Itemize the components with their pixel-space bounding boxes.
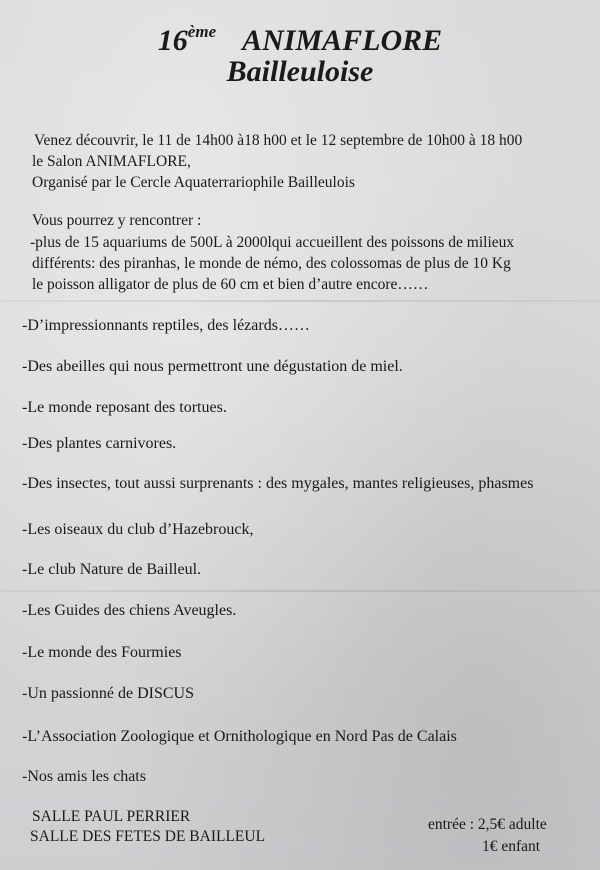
details-aquariums: -plus de 15 aquariums de 500L à 2000lqui accueillent des poissons de milieux (30, 234, 515, 251)
edition-number: 16ème (157, 22, 217, 57)
list-item: -Le monde des Fourmies (22, 644, 182, 661)
price-child: 1€ enfant (482, 838, 541, 855)
list-item: -Nos amis les chats (22, 768, 146, 785)
list-item: -Les Guides des chiens Aveugles. (22, 602, 237, 619)
details-species: différents: des piranhas, le monde de némo, des colossomas de plus de 10 Kg (32, 255, 511, 272)
list-item: -Les oiseaux du club d’Hazebrouck, (22, 521, 254, 538)
paper-fold (0, 590, 600, 592)
edition-superscript: ème (187, 22, 217, 41)
venue-name: SALLE PAUL PERRIER (32, 808, 191, 825)
list-item: -Le monde reposant des tortues. (22, 399, 227, 416)
list-item: -D’impressionnants reptiles, des lézards…… (22, 317, 310, 334)
intro-salon: le Salon ANIMAFLORE, (32, 153, 191, 170)
intro-organizer: Organisé par le Cercle Aquaterrariophile Bailleulois (32, 174, 355, 191)
list-item: -Le club Nature de Bailleul. (22, 561, 202, 578)
event-name: ANIMAFLORE (242, 24, 443, 57)
list-item: -Un passionné de DISCUS (22, 685, 194, 702)
paper-fold (0, 300, 600, 302)
details-heading: Vous pourrez y rencontrer : (32, 212, 202, 229)
list-item: -Des plantes carnivores. (22, 435, 177, 452)
list-item: -L’Association Zoologique et Ornithologique en Nord Pas de Calais (22, 728, 457, 745)
intro-dates: Venez découvrir, le 11 de 14h00 à18 h00 et le 12 septembre de 10h00 à 18 h00 (34, 132, 523, 149)
details-alligator: le poisson alligator de plus de 60 cm et bien d’autre encore…… (32, 276, 429, 293)
price-adult: entrée : 2,5€ adulte (428, 816, 547, 833)
venue-hall: SALLE DES FETES DE BAILLEUL (30, 828, 266, 845)
list-item: -Des abeilles qui nous permettront une dégustation de miel. (22, 358, 403, 375)
event-subtitle: Bailleuloise (226, 55, 374, 88)
list-item: -Des insectes, tout aussi surprenants : des mygales, mantes religieuses, phasmes (22, 475, 534, 492)
